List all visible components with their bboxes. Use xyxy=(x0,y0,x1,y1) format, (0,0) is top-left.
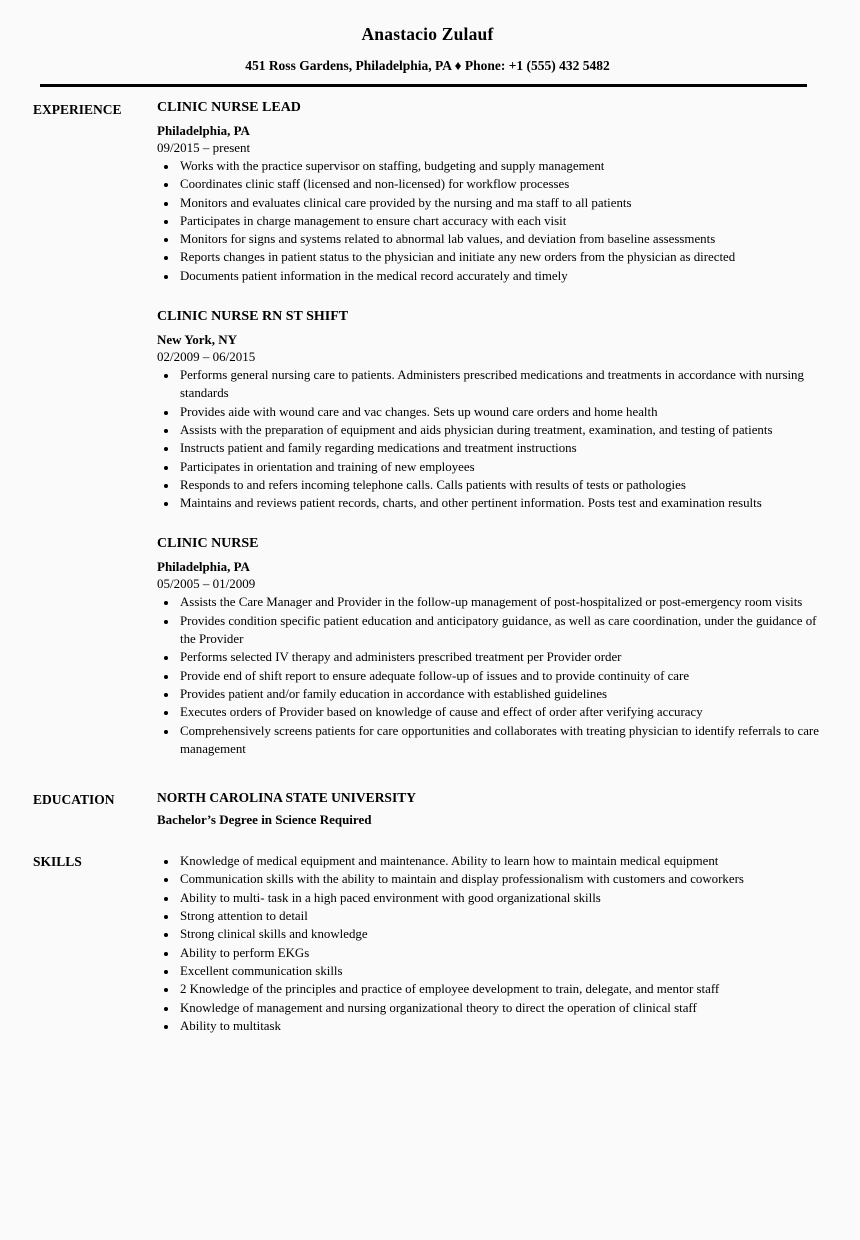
job-bullet-list xyxy=(157,366,822,512)
education-school: NORTH CAROLINA STATE UNIVERSITY xyxy=(157,790,416,806)
bullet-item: • Documents patient information in the medical record accurately and timely xyxy=(178,267,822,285)
bullet-item: • Knowledge of management and nursing organizational theory to direct the operation of clinical staff xyxy=(178,999,822,1017)
bullet-item: • 2 Knowledge of the principles and practice of employee development to train, delegate, and mentor staff xyxy=(178,980,822,998)
experience-body xyxy=(157,100,822,758)
bullet-item: • Communication skills with the ability to maintain and display professionalism with customers and coworkers xyxy=(178,870,822,888)
job-dates: 09/2015 – present xyxy=(157,140,251,155)
bullet-item: • Strong attention to detail xyxy=(178,907,822,925)
job-dates: 02/2009 – 06/2015 xyxy=(157,349,256,365)
bullet-item: • Provides condition specific patient education and anticipatory guidance, as well as care coordination, under the guidance of the Provider xyxy=(178,612,822,649)
bullet-item: • Reports changes in patient status to the physician and initiate any new orders from the physician as directed xyxy=(178,248,822,266)
bullet-item: • Responds to and refers incoming telephone calls. Calls patients with results of tests or pathologies xyxy=(178,476,822,494)
job-location: New York, NY xyxy=(157,332,238,348)
job-bullet-list xyxy=(157,593,822,758)
header-rule xyxy=(40,84,807,87)
bullet-item: • Ability to perform EKGs xyxy=(178,944,822,962)
job-title: CLINIC NURSE xyxy=(157,536,259,552)
bullet-item: • Comprehensively screens patients for care opportunities and collaborates with treating physician to identify referrals to care management xyxy=(178,722,822,759)
bullet-item: • Instructs patient and family regarding medications and treatment instructions xyxy=(178,439,822,457)
section-experience xyxy=(33,100,822,758)
job-entry xyxy=(157,536,822,758)
bullet-item: • Ability to multi- task in a high paced environment with good organizational skills xyxy=(178,889,822,907)
bullet-item: • Maintains and reviews patient records, charts, and other pertinent information. Posts test and examination results xyxy=(178,494,822,512)
job-title: CLINIC NURSE LEAD xyxy=(157,100,301,115)
bullet-item: • Strong clinical skills and knowledge xyxy=(178,925,822,943)
job-entry xyxy=(157,309,822,512)
resume-header xyxy=(33,24,822,74)
bullet-item: • Performs selected IV therapy and administers prescribed treatment per Provider order xyxy=(178,648,822,666)
job-title: CLINIC NURSE RN ST SHIFT xyxy=(157,309,349,325)
bullet-item: • Monitors for signs and systems related to abnormal lab values, and deviation from baseline assessments xyxy=(178,230,822,248)
bullet-item: • Knowledge of medical equipment and maintenance. Ability to learn how to maintain medical equipment xyxy=(178,852,822,870)
job-dates: 05/2005 – 01/2009 xyxy=(157,576,256,592)
bullet-item: • Participates in charge management to ensure chart accuracy with each visit xyxy=(178,212,822,230)
job-location: Philadelphia, PA xyxy=(157,123,250,138)
bullet-item: • Excellent communication skills xyxy=(178,962,822,980)
section-label-education: EDUCATION xyxy=(33,792,115,808)
bullet-item: • Coordinates clinic staff (licensed and non-licensed) for workflow processes xyxy=(178,175,822,193)
bullet-item: • Assists with the preparation of equipment and aids physician during treatment, examination, and testing of patients xyxy=(178,421,822,439)
bullet-item: • Works with the practice supervisor on staffing, budgeting and supply management xyxy=(178,157,822,175)
education-body xyxy=(157,790,822,828)
section-education xyxy=(33,790,822,828)
skills-body xyxy=(157,852,822,1035)
section-label-experience: EXPERIENCE xyxy=(33,102,122,117)
bullet-item: • Monitors and evaluates clinical care provided by the nursing and ma staff to all patients xyxy=(178,194,822,212)
bullet-item: • Performs general nursing care to patients. Administers prescribed medications and treatments in accordance with nursing standards xyxy=(178,366,822,403)
education-degree: Bachelor’s Degree in Science Required xyxy=(157,812,372,828)
bullet-item: • Provide end of shift report to ensure adequate follow-up of issues and to provide continuity of care xyxy=(178,667,822,685)
job-entry xyxy=(157,100,822,285)
skills-bullet-list xyxy=(157,852,822,1035)
bullet-item: • Assists the Care Manager and Provider in the follow-up management of post-hospitalized or post-emergency room visits xyxy=(178,593,822,611)
job-bullet-list xyxy=(157,157,822,285)
section-label-skills: SKILLS xyxy=(33,854,82,870)
bullet-item: • Ability to multitask xyxy=(178,1017,822,1035)
contact-line: 451 Ross Gardens, Philadelphia, PA ♦ Phone: +1 (555) 432 5482 xyxy=(245,58,610,73)
bullet-item: • Provides patient and/or family education in accordance with established guidelines xyxy=(178,685,822,703)
person-name: Anastacio Zulauf xyxy=(361,24,494,44)
section-skills xyxy=(33,852,822,1035)
bullet-item: • Provides aide with wound care and vac changes. Sets up wound care orders and home health xyxy=(178,403,822,421)
bullet-item: • Participates in orientation and training of new employees xyxy=(178,458,822,476)
bullet-item: • Executes orders of Provider based on knowledge of cause and effect of order after verifying accuracy xyxy=(178,703,822,721)
job-location: Philadelphia, PA xyxy=(157,559,250,575)
